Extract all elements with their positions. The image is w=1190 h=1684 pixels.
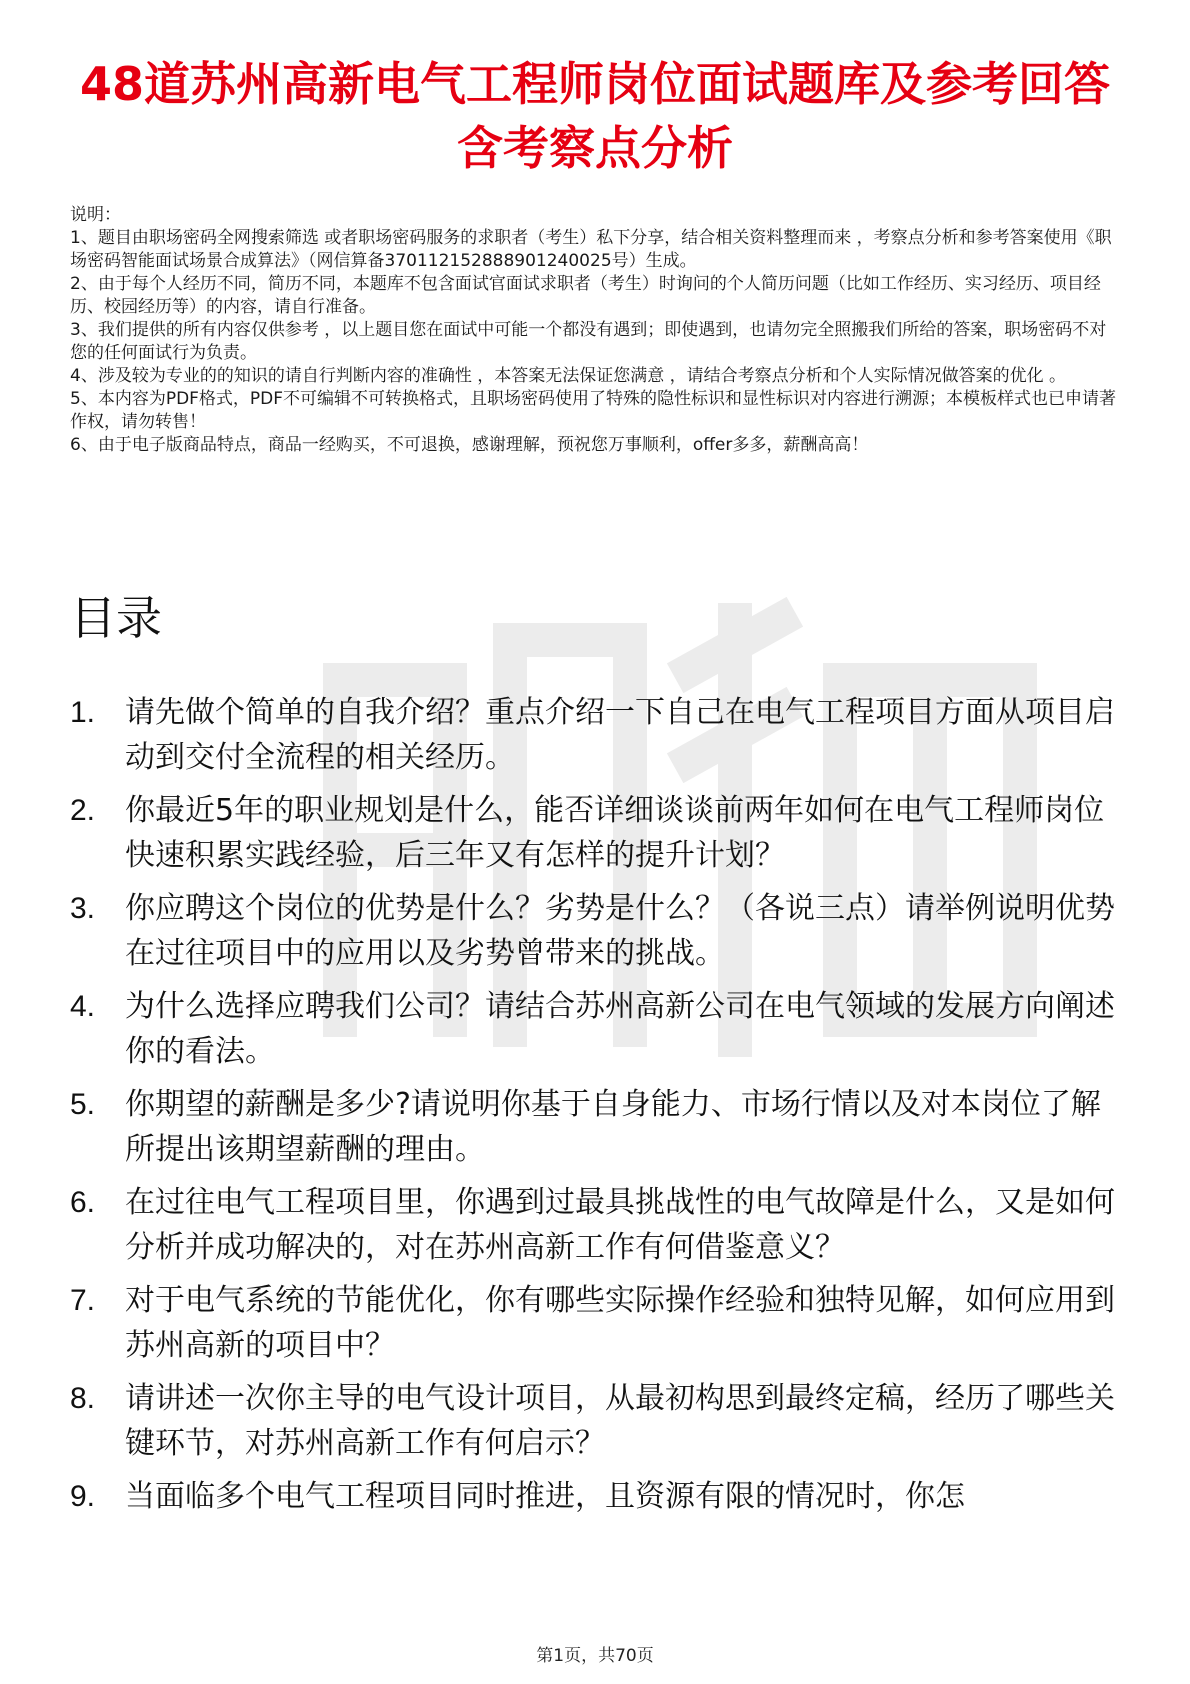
note-item: 3、我们提供的所有内容仅供参考 ，以上题目您在面试中可能一个都没有遇到；即使遇到，也请勿完全照搬我们所给的答案，职场密码不对您的任何面试行为负责。 [70, 320, 1107, 363]
toc-item-text: 你应聘这个岗位的优势是什么？劣势是什么？（各说三点）请举例说明优势在过往项目中的应用以及劣势曾带来的挑战。 [125, 891, 1115, 971]
toc-item[interactable] [70, 886, 1130, 976]
notes-heading: 说明： [70, 205, 121, 225]
toc-item-number: 5. [70, 1088, 96, 1121]
toc-item[interactable] [70, 1180, 1130, 1270]
page-footer: 第1页，共70页 [536, 1646, 654, 1666]
toc-item-text: 请讲述一次你主导的电气设计项目，从最初构思到最终定稿，经历了哪些关键环节，对苏州高新工作有何启示？ [125, 1381, 1115, 1461]
toc-item[interactable] [70, 1278, 1130, 1368]
page-title: 48道苏州高新电气工程师岗位面试题库及参考回答含考察点分析 [79, 57, 1110, 175]
toc-item-number: 3. [70, 892, 96, 925]
toc-item-text: 当面临多个电气工程项目同时推进，且资源有限的情况时，你怎 [125, 1479, 965, 1514]
toc-item[interactable] [70, 1082, 1130, 1172]
note-item: 6、由于电子版商品特点，商品一经购买，不可退换，感谢理解，预祝您万事顺利，offer多多，薪酬高高！ [70, 435, 869, 455]
toc-item-text: 为什么选择应聘我们公司？请结合苏州高新公司在电气领域的发展方向阐述你的看法。 [125, 989, 1115, 1069]
toc-item-number: 4. [70, 990, 96, 1023]
note-item: 1、题目由职场密码全网搜索筛选 或者职场密码服务的求职者（考生）私下分享，结合相关资料整理而来 ，考察点分析和参考答案使用《职场密码智能面试场景合成算法》（网信算备370112152888901240025号）生成。 [70, 228, 1112, 271]
toc-heading: 目录 [70, 591, 162, 645]
toc-item-text: 对于电气系统的节能优化，你有哪些实际操作经验和独特见解，如何应用到苏州高新的项目中？ [125, 1283, 1115, 1363]
toc-item[interactable] [70, 1376, 1130, 1466]
toc-item[interactable] [70, 984, 1130, 1074]
toc-item-text: 你期望的薪酬是多少?请说明你基于自身能力、市场行情以及对本岗位了解所提出该期望薪酬的理由。 [125, 1087, 1101, 1167]
toc-item-text: 在过往电气工程项目里，你遇到过最具挑战性的电气故障是什么，又是如何分析并成功解决的，对在苏州高新工作有何借鉴意义？ [125, 1185, 1115, 1265]
toc-item-number: 6. [70, 1186, 96, 1219]
toc-item-number: 7. [70, 1284, 96, 1317]
toc-item[interactable] [70, 1474, 1130, 1519]
toc-item-text: 请先做个简单的自我介绍？重点介绍一下自己在电气工程项目方面从项目启动到交付全流程的相关经历。 [125, 695, 1115, 775]
toc-item-number: 9. [70, 1480, 96, 1513]
toc-item-number: 2. [70, 794, 96, 827]
note-item: 5、本内容为PDF格式，PDF不可编辑不可转换格式，且职场密码使用了特殊的隐性标识和显性标识对内容进行溯源；本模板样式也已申请著作权，请勿转售！ [70, 389, 1117, 432]
note-item: 2、由于每个人经历不同，简历不同，本题库不包含面试官面试求职者（考生）时询问的个人简历问题（比如工作经历、实习经历、项目经历、校园经历等）的内容，请自行准备。 [70, 274, 1101, 317]
toc-list [70, 690, 1130, 1527]
toc-item-number: 8. [70, 1382, 96, 1415]
notes-section [70, 204, 1120, 457]
toc-item[interactable] [70, 690, 1130, 780]
toc-item-number: 1. [70, 696, 96, 729]
toc-item[interactable] [70, 788, 1130, 878]
note-item: 4、涉及较为专业的的知识的请自行判断内容的准确性 ，本答案无法保证您满意 ，请结合考察点分析和个人实际情况做答案的优化 。 [70, 366, 1067, 386]
toc-item-text: 你最近5年的职业规划是什么，能否详细谈谈前两年如何在电气工程师岗位快速积累实践经验，后三年又有怎样的提升计划？ [125, 793, 1105, 873]
